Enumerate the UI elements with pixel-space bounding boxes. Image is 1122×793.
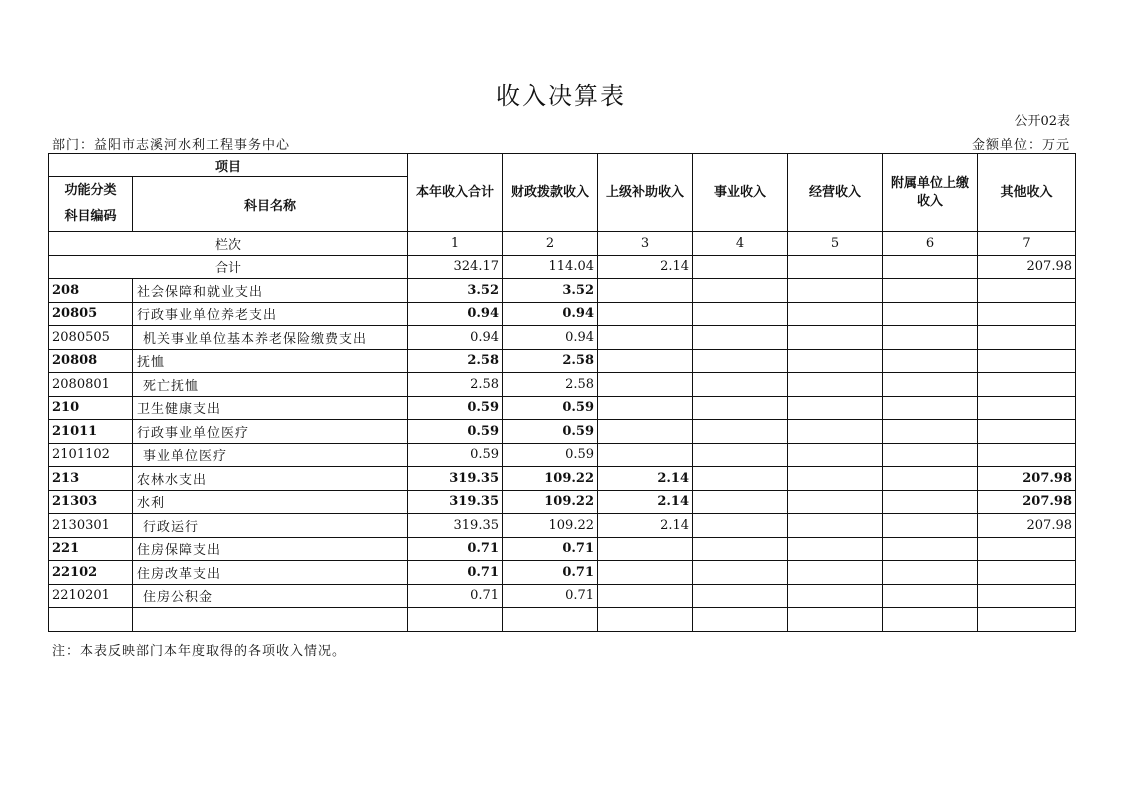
amount-cell [788,443,883,467]
amount-cell [788,467,883,491]
amount-cell: 0.71 [408,537,503,561]
header-func-code-line2: 科目编码 [64,209,117,224]
amount-cell [788,420,883,444]
header-col-1: 本年收入合计 [408,154,503,232]
amount-cell [693,443,788,467]
amount-cell [693,279,788,303]
amount-cell [788,349,883,373]
subject-name: 农林水支出 [133,467,408,491]
total-value [788,255,883,279]
amount-cell: 0.59 [408,396,503,420]
amount-cell [883,326,978,350]
amount-cell [883,420,978,444]
amount-cell [693,514,788,538]
amount-cell: 207.98 [978,467,1076,491]
amount-cell [978,561,1076,585]
amount-cell [598,373,693,397]
column-index-row [49,232,1076,256]
amount-cell [598,561,693,585]
column-index: 3 [598,232,693,256]
form-number: 公开02表 [1014,114,1070,129]
amount-cell: 0.94 [408,302,503,326]
amount-cell [788,537,883,561]
subject-code: 21011 [49,420,133,444]
subject-name: 行政事业单位养老支出 [133,302,408,326]
total-value [693,255,788,279]
table-row [49,490,1076,514]
subject-name: 机关事业单位基本养老保险缴费支出 [133,326,408,350]
amount-cell [693,349,788,373]
amount-cell [883,561,978,585]
table-row [49,537,1076,561]
amount-cell: 0.59 [503,420,598,444]
amount-cell [598,443,693,467]
amount-cell [883,443,978,467]
header-col-4: 事业收入 [693,154,788,232]
column-index: 7 [978,232,1076,256]
subject-code: 20808 [49,349,133,373]
amount-cell [693,584,788,608]
subject-code: 210 [49,396,133,420]
table-row [49,561,1076,585]
amount-cell [978,396,1076,420]
amount-cell: 207.98 [978,490,1076,514]
header-col-5: 经营收入 [788,154,883,232]
empty-cell [598,608,693,632]
amount-cell [883,279,978,303]
amount-cell [978,326,1076,350]
subject-name: 卫生健康支出 [133,396,408,420]
amount-cell [978,420,1076,444]
empty-cell [883,608,978,632]
column-index: 6 [883,232,978,256]
total-value: 2.14 [598,255,693,279]
amount-cell: 0.59 [408,443,503,467]
subject-code: 2101102 [49,443,133,467]
amount-unit-label: 金额单位：万元 [971,138,1070,153]
empty-cell [408,608,503,632]
column-index: 2 [503,232,598,256]
column-index: 4 [693,232,788,256]
amount-cell [883,349,978,373]
amount-cell [693,561,788,585]
amount-cell [883,537,978,561]
total-value: 324.17 [408,255,503,279]
amount-cell [598,584,693,608]
amount-cell: 207.98 [978,514,1076,538]
table-row [49,373,1076,397]
table-row [49,302,1076,326]
column-index-label: 栏次 [49,232,408,256]
amount-cell [598,396,693,420]
amount-cell: 0.71 [503,584,598,608]
amount-cell: 2.14 [598,490,693,514]
amount-cell: 0.94 [503,326,598,350]
empty-cell [503,608,598,632]
amount-cell: 2.58 [408,373,503,397]
amount-cell [883,396,978,420]
amount-cell [883,584,978,608]
amount-cell [788,279,883,303]
amount-cell [693,537,788,561]
amount-cell: 0.94 [503,302,598,326]
income-table [48,153,1076,632]
table-row [49,396,1076,420]
amount-cell [978,537,1076,561]
header-func-code-line1: 功能分类 [64,183,117,198]
amount-cell [788,561,883,585]
subject-code: 2130301 [49,514,133,538]
table-row [49,279,1076,303]
amount-cell: 0.59 [408,420,503,444]
header-row-1 [49,154,1076,177]
amount-cell [693,373,788,397]
subject-name: 住房保障支出 [133,537,408,561]
amount-cell: 2.58 [503,349,598,373]
amount-cell: 2.14 [598,467,693,491]
amount-cell [693,490,788,514]
subject-code: 21303 [49,490,133,514]
amount-cell: 109.22 [503,490,598,514]
amount-cell [883,490,978,514]
subject-name: 社会保障和就业支出 [133,279,408,303]
amount-cell [598,326,693,350]
amount-cell [598,302,693,326]
header-item: 项目 [49,154,408,177]
table-row [49,326,1076,350]
amount-cell [693,396,788,420]
amount-cell [978,302,1076,326]
table-row [49,514,1076,538]
table-row [49,584,1076,608]
amount-cell [788,490,883,514]
table-row [49,420,1076,444]
footnote: 注：本表反映部门本年度取得的各项收入情况。 [52,644,347,659]
header-col-6: 附属单位上缴收入 [883,154,978,232]
amount-cell [883,302,978,326]
amount-cell: 319.35 [408,467,503,491]
header-col-2: 财政拨款收入 [503,154,598,232]
amount-cell: 0.71 [503,537,598,561]
amount-cell: 0.94 [408,326,503,350]
subject-name: 行政事业单位医疗 [133,420,408,444]
amount-cell [883,373,978,397]
amount-cell: 109.22 [503,467,598,491]
table-row [49,443,1076,467]
amount-cell [978,349,1076,373]
subject-code: 2080801 [49,373,133,397]
subject-name: 抚恤 [133,349,408,373]
amount-cell [693,326,788,350]
amount-cell [788,373,883,397]
subject-name: 行政运行 [133,514,408,538]
subject-name: 死亡抚恤 [133,373,408,397]
subject-name: 住房公积金 [133,584,408,608]
amount-cell [978,584,1076,608]
amount-cell [978,443,1076,467]
department-label: 部门：益阳市志溪河水利工程事务中心 [52,138,291,153]
subject-code: 22102 [49,561,133,585]
header-func-code [49,177,133,232]
table-row [49,349,1076,373]
amount-cell [978,279,1076,303]
total-label: 合计 [49,255,408,279]
subject-name: 住房改革支出 [133,561,408,585]
amount-cell: 3.52 [503,279,598,303]
amount-cell: 2.14 [598,514,693,538]
amount-cell [788,514,883,538]
amount-cell [788,584,883,608]
amount-cell: 109.22 [503,514,598,538]
subject-code: 2210201 [49,584,133,608]
subject-code: 213 [49,467,133,491]
amount-cell: 3.52 [408,279,503,303]
table-row [49,467,1076,491]
empty-row [49,608,1076,632]
subject-code: 208 [49,279,133,303]
total-value: 114.04 [503,255,598,279]
amount-cell: 2.58 [408,349,503,373]
amount-cell [883,514,978,538]
amount-cell [693,302,788,326]
amount-cell: 319.35 [408,514,503,538]
amount-cell: 2.58 [503,373,598,397]
amount-cell [788,396,883,420]
amount-cell: 319.35 [408,490,503,514]
header-subject-name: 科目名称 [133,177,408,232]
amount-cell: 0.71 [408,584,503,608]
amount-cell [598,537,693,561]
amount-cell [598,279,693,303]
amount-cell [883,467,978,491]
amount-cell [788,326,883,350]
page-title: 收入决算表 [496,82,626,110]
empty-cell [133,608,408,632]
column-index: 1 [408,232,503,256]
amount-cell: 0.71 [408,561,503,585]
total-value [883,255,978,279]
amount-cell [598,349,693,373]
amount-cell [693,420,788,444]
subject-name: 水利 [133,490,408,514]
amount-cell [788,302,883,326]
subject-code: 20805 [49,302,133,326]
subject-code: 221 [49,537,133,561]
empty-cell [978,608,1076,632]
amount-cell [598,420,693,444]
subject-code: 2080505 [49,326,133,350]
amount-cell: 0.71 [503,561,598,585]
empty-cell [693,608,788,632]
empty-cell [49,608,133,632]
header-col-7: 其他收入 [978,154,1076,232]
amount-cell [978,373,1076,397]
header-col-3: 上级补助收入 [598,154,693,232]
amount-cell [693,467,788,491]
empty-cell [788,608,883,632]
amount-cell: 0.59 [503,396,598,420]
total-value: 207.98 [978,255,1076,279]
total-row [49,255,1076,279]
subject-name: 事业单位医疗 [133,443,408,467]
column-index: 5 [788,232,883,256]
amount-cell: 0.59 [503,443,598,467]
table-body [49,154,1076,632]
